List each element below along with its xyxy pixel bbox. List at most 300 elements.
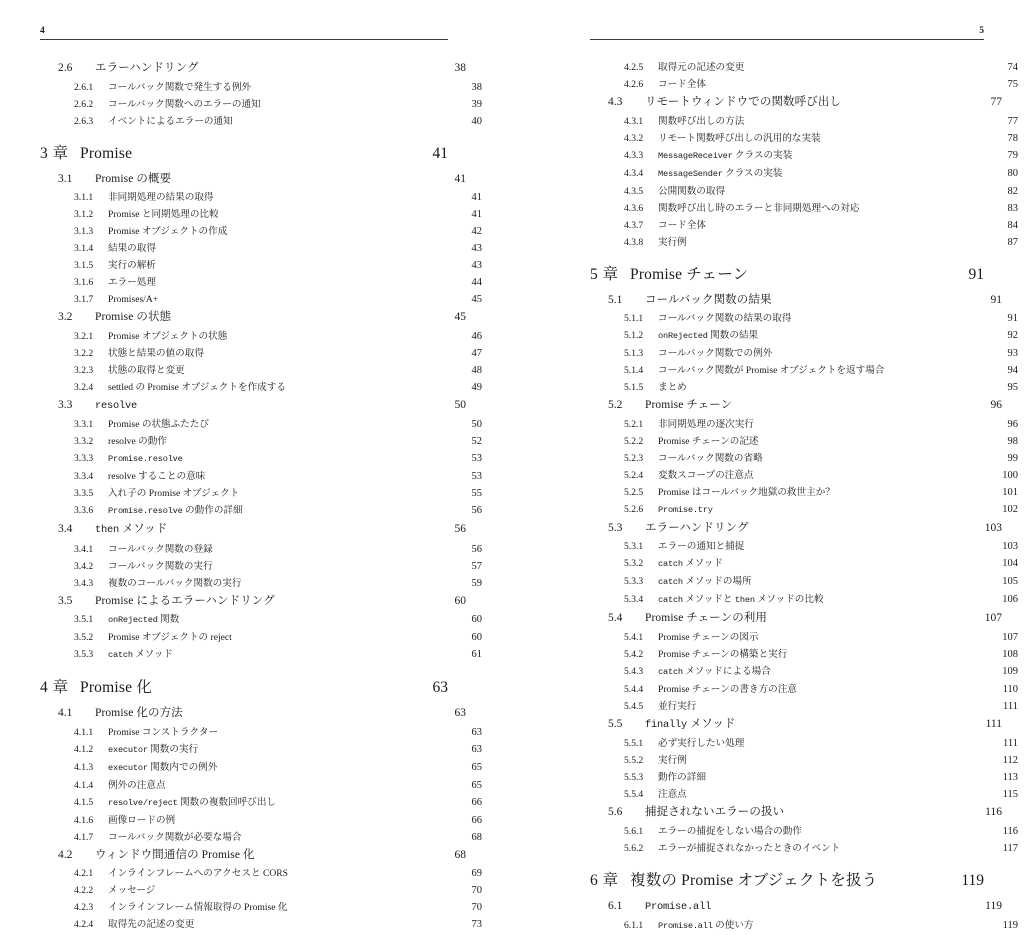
entry-number: 5.2.1 (624, 418, 644, 430)
toc-entry[interactable] (40, 520, 466, 541)
toc-entry[interactable] (40, 611, 482, 629)
toc-entry[interactable] (40, 646, 482, 664)
toc-entry[interactable] (590, 786, 1018, 803)
entry-number: 3.1 (58, 172, 73, 185)
toc-entry[interactable] (40, 899, 482, 916)
leader-dots (159, 883, 463, 893)
toc-entry[interactable] (40, 362, 482, 379)
toc-list-left (40, 59, 482, 933)
entry-page-number: 70 (471, 902, 482, 913)
leader-dots (179, 813, 463, 823)
code-fragment: resolve (95, 399, 138, 412)
toc-entry[interactable] (590, 291, 1002, 311)
toc-entry[interactable] (40, 575, 482, 592)
entry-title: コード全体 (658, 219, 706, 231)
toc-entry[interactable] (40, 777, 482, 794)
entry-title: Promise はコールバック地獄の救世主か？ (658, 486, 835, 498)
folio-left: 4 (40, 26, 45, 36)
toc-entry[interactable] (590, 840, 1018, 857)
toc-entry[interactable] (40, 468, 482, 485)
entry-page-number: 119 (1002, 920, 1018, 931)
entry-title: コールバック関数の実行 (108, 560, 213, 572)
entry-number: 4.3 (608, 96, 623, 108)
toc-entry[interactable] (590, 234, 1018, 251)
leader-dots (727, 556, 997, 566)
entry-number: 3.1.4 (74, 243, 94, 254)
leader-dots (213, 417, 463, 427)
entry-title: catch メソッドと then メソッドの比較 (658, 594, 824, 605)
leader-dots (202, 742, 463, 752)
entry-number: 4.2.1 (74, 868, 94, 879)
leader-dots (290, 380, 463, 390)
toc-entry[interactable] (590, 93, 1002, 113)
leader-dots (801, 682, 997, 692)
entry-number: 6 章 (590, 871, 619, 889)
leader-dots (729, 184, 997, 194)
leader-dots (279, 592, 445, 604)
toc-entry[interactable] (40, 240, 482, 257)
entry-title: リモートウィンドウでの関数呼び出し (645, 96, 842, 108)
entry-page-number: 100 (1002, 469, 1018, 481)
entry-number: 3.1.5 (74, 260, 94, 271)
toc-entry[interactable] (590, 735, 1018, 752)
entry-title: resolve/reject 関数の複数回呼び出し (108, 796, 277, 808)
entry-title (95, 396, 141, 417)
entry-number: 2.6.3 (74, 115, 94, 127)
entry-title: Promise の状態ふたたび (108, 419, 210, 430)
toc-entry[interactable] (40, 206, 482, 223)
entry-page-number: 41 (432, 144, 448, 162)
leader-dots (187, 705, 445, 717)
entry-page-number: 91 (990, 293, 1002, 306)
entry-page-number: 68 (454, 848, 466, 861)
toc-entry[interactable] (590, 823, 1018, 840)
leader-dots (141, 396, 445, 408)
entry-title: executor 関数の実行 (108, 743, 199, 755)
leader-dots (136, 142, 422, 158)
toc-entry[interactable] (590, 450, 1018, 467)
toc-entry[interactable] (40, 629, 482, 646)
toc-entry[interactable] (40, 592, 466, 612)
entry-title: Promise によるエラーハンドリング (95, 594, 275, 607)
toc-entry[interactable] (40, 308, 466, 328)
entry-page-number: 43 (471, 243, 482, 254)
entry-page-number: 116 (1002, 825, 1018, 837)
toc-entry[interactable] (590, 484, 1018, 501)
toc-entry[interactable] (40, 704, 466, 724)
entry-number: 4.3.8 (624, 236, 644, 248)
toc-entry[interactable] (590, 538, 1018, 555)
code-fragment: catch (658, 577, 683, 587)
toc-entry[interactable] (590, 501, 1018, 519)
entry-page-number: 41 (471, 209, 482, 220)
entry-title: catch メソッド (108, 649, 173, 660)
entry-page-number: 112 (1002, 755, 1018, 766)
entry-number: 4.1 (58, 707, 73, 719)
entry-page-number: 48 (471, 364, 482, 376)
toc-entry[interactable] (590, 646, 1018, 663)
toc-entry[interactable] (40, 223, 482, 240)
entry-page-number: 87 (1007, 236, 1018, 248)
toc-entry[interactable] (590, 260, 984, 290)
leader-dots (691, 380, 997, 390)
head-rule-left (40, 39, 448, 40)
entry-number: 4.1.6 (74, 814, 94, 826)
entry-number: 3.4.3 (74, 577, 94, 589)
entry-title: finally メソッド (645, 717, 736, 731)
leader-dots (839, 485, 997, 495)
entry-page-number: 75 (1007, 79, 1018, 90)
entry-title: Promise コンストラクター (108, 726, 219, 738)
entry-page-number: 55 (471, 488, 482, 499)
toc-entry[interactable] (590, 609, 1002, 629)
entry-title: Promise.all の使い方 (658, 920, 754, 931)
toc-entry[interactable] (40, 673, 448, 703)
entry-page-number: 39 (471, 98, 482, 110)
entry-title: エラーの通知と捕捉 (658, 541, 745, 552)
code-fragment: then (95, 524, 120, 536)
entry-number: 3.4 (58, 523, 73, 535)
entry-title: まとめ (658, 382, 687, 393)
toc-entry[interactable] (590, 113, 1018, 130)
leader-dots (753, 519, 979, 531)
toc-entry[interactable] (590, 362, 1018, 379)
toc-entry[interactable] (40, 396, 466, 417)
entry-page-number: 65 (471, 761, 482, 773)
leader-dots (844, 841, 997, 851)
entry-page-number: 106 (1002, 594, 1018, 605)
toc-entry[interactable] (590, 519, 1002, 539)
code-fragment: executor (108, 762, 148, 773)
toc-entry[interactable] (40, 416, 482, 433)
toc-entry[interactable] (40, 79, 482, 96)
toc-entry[interactable] (590, 897, 1002, 918)
toc-entry[interactable] (40, 541, 482, 558)
entry-number: 3.2.1 (74, 330, 94, 342)
entry-page-number: 53 (471, 453, 482, 464)
toc-entry[interactable] (590, 866, 984, 896)
leader-dots (757, 468, 997, 478)
entry-page-number: 115 (1002, 789, 1018, 800)
leader-dots (292, 866, 463, 876)
leader-dots (245, 830, 463, 840)
head-rule-right (590, 39, 984, 40)
entry-page-number: 56 (471, 505, 482, 516)
code-fragment: onRejected (658, 331, 708, 341)
toc-entry[interactable] (40, 274, 482, 291)
leader-dots (237, 114, 463, 124)
entry-page-number: 80 (1007, 167, 1018, 179)
toc-entry[interactable] (590, 76, 1018, 93)
leader-dots (198, 917, 463, 927)
entry-number: 5.1 (608, 293, 623, 306)
entry-title: Promise チェーン (630, 265, 749, 283)
entry-number: 5.2.2 (624, 435, 644, 447)
entry-number: 3.1.7 (74, 294, 94, 305)
code-fragment: finally (645, 718, 688, 731)
entry-number: 3.4.2 (74, 560, 94, 572)
entry-title: MessageSender クラスの実装 (658, 167, 783, 179)
entry-title: 実行例 (658, 755, 687, 766)
toc-entry[interactable] (40, 846, 466, 866)
entry-page-number: 66 (471, 796, 482, 808)
entry-number: 5.5.2 (624, 755, 644, 766)
toc-entry[interactable] (590, 396, 1002, 416)
entry-page-number: 50 (471, 419, 482, 430)
entry-page-number: 111 (1003, 738, 1018, 749)
entry-title: Promise チェーンの図示 (658, 631, 759, 643)
toc-entry[interactable] (40, 794, 482, 812)
leader-dots (218, 190, 463, 200)
leader-dots (187, 451, 463, 461)
leader-dots (763, 630, 997, 640)
entry-number: 2.6.1 (74, 81, 94, 93)
entry-title: ウィンドウ間通信の Promise 化 (95, 848, 255, 861)
entry-page-number: 79 (1007, 149, 1018, 161)
leader-dots (863, 201, 997, 211)
leader-dots (171, 434, 463, 444)
toc-entry[interactable] (590, 310, 1018, 327)
entry-title: 捕捉されないエラーの扱い (645, 806, 785, 818)
toc-entry[interactable] (590, 681, 1018, 698)
toc-entry[interactable] (40, 759, 482, 777)
entry-title: 変数スコープの注意点 (658, 469, 754, 481)
leader-dots (243, 486, 463, 496)
leader-dots (748, 736, 997, 746)
entry-page-number: 91 (968, 265, 984, 283)
running-head-left (40, 26, 448, 48)
entry-page-number: 98 (1007, 435, 1018, 447)
toc-entry[interactable] (590, 467, 1018, 484)
entry-title: resolve することの意味 (108, 471, 206, 482)
entry-title: 非同期処理の逐次実行 (658, 418, 754, 430)
toc-entry[interactable] (590, 416, 1018, 433)
entry-number: 3.3.3 (74, 453, 94, 464)
entry-number: 5.3.3 (624, 576, 644, 587)
entry-number: 5.1.3 (624, 348, 644, 359)
toc-entry[interactable] (40, 916, 482, 933)
entry-page-number: 56 (454, 523, 466, 535)
toc-entry[interactable] (590, 715, 1002, 736)
toc-entry[interactable] (40, 170, 466, 190)
toc-entry[interactable] (590, 345, 1018, 362)
leader-dots (221, 760, 463, 770)
toc-entry[interactable] (590, 147, 1018, 165)
entry-title: エラー処理 (108, 277, 156, 288)
entry-number: 4.1.1 (74, 726, 94, 738)
entry-page-number: 78 (1007, 132, 1018, 144)
entry-page-number: 77 (990, 96, 1002, 108)
entry-number: 4.3.2 (624, 132, 644, 144)
entry-number: 5.3.4 (624, 594, 644, 605)
entry-page-number: 49 (471, 381, 482, 393)
toc-entry[interactable] (590, 591, 1018, 609)
entry-title: 並行実行 (658, 700, 697, 712)
toc-entry[interactable] (40, 59, 466, 79)
entry-title: 公開関数の取得 (658, 185, 726, 197)
toc-entry[interactable] (40, 741, 482, 759)
leader-dots (763, 434, 997, 444)
entry-page-number: 59 (471, 577, 482, 589)
leader-dots (748, 114, 997, 124)
toc-entry[interactable] (40, 865, 482, 882)
leader-dots (715, 897, 979, 909)
entry-page-number: 60 (471, 632, 482, 643)
entry-page-number: 107 (1002, 631, 1018, 643)
leader-dots (208, 346, 463, 356)
entry-number: 5.3.1 (624, 541, 644, 552)
toc-entry[interactable] (40, 812, 482, 829)
leader-dots (162, 292, 463, 302)
entry-number: 4.1.2 (74, 743, 94, 755)
entry-number: 3.3.2 (74, 436, 94, 447)
toc-entry[interactable] (590, 59, 1018, 76)
entry-title: コールバック関数の結果の取得 (658, 313, 792, 324)
entry-page-number: 46 (471, 330, 482, 342)
entry-page-number: 95 (1007, 382, 1018, 393)
entry-title (645, 897, 715, 918)
entry-page-number: 84 (1007, 219, 1018, 231)
entry-number: 3.5.1 (74, 614, 94, 625)
entry-number: 5.4.3 (624, 665, 644, 677)
toc-entry[interactable] (590, 917, 1018, 935)
leader-dots (259, 846, 445, 858)
entry-page-number: 57 (471, 560, 482, 572)
leader-dots (710, 77, 997, 87)
entry-number: 4.2 (58, 848, 73, 861)
entry-number: 5.4.1 (624, 631, 644, 643)
leader-dots (710, 218, 997, 228)
toc-entry[interactable] (40, 328, 482, 345)
entry-page-number: 63 (454, 707, 466, 719)
toc-entry[interactable] (40, 433, 482, 450)
entry-number: 3.3.6 (74, 505, 94, 516)
code-fragment: catch (108, 650, 133, 660)
entry-page-number: 96 (1007, 418, 1018, 430)
leader-dots (700, 699, 997, 709)
toc-entry[interactable] (40, 189, 482, 206)
entry-number: 5.3.2 (624, 558, 644, 569)
toc-entry[interactable] (590, 183, 1018, 200)
toc-entry[interactable] (590, 629, 1018, 646)
entry-number: 3.1.1 (74, 192, 94, 203)
leader-dots (231, 329, 463, 339)
entry-page-number: 117 (1002, 842, 1018, 854)
toc-entry[interactable] (590, 327, 1018, 345)
leader-dots (758, 918, 997, 928)
leader-dots (788, 804, 979, 816)
entry-title: メッセージ (108, 885, 156, 896)
toc-entry[interactable] (40, 829, 482, 846)
toc-entry[interactable] (590, 573, 1018, 591)
toc-entry[interactable] (40, 345, 482, 362)
entry-title: Promise チェーン (645, 399, 733, 411)
leader-dots (231, 224, 463, 234)
entry-title: エラーハンドリング (95, 62, 199, 74)
entry-title: Promise オブジェクトの reject (108, 632, 232, 643)
entry-number: 4.2.3 (74, 902, 94, 913)
entry-page-number: 47 (471, 347, 482, 359)
entry-number: 4.3.3 (624, 149, 644, 161)
entry-page-number: 69 (471, 868, 482, 879)
toc-entry[interactable] (590, 663, 1018, 681)
entry-page-number: 40 (471, 115, 482, 127)
toc-entry[interactable] (40, 257, 482, 274)
entry-number: 5 章 (590, 265, 619, 283)
entry-number: 3.3 (58, 398, 73, 411)
toc-entry[interactable] (590, 217, 1018, 234)
entry-page-number: 63 (432, 679, 448, 696)
toc-entry[interactable] (590, 165, 1018, 183)
leader-dots (160, 241, 463, 251)
leader-dots (775, 664, 997, 674)
toc-entry[interactable] (590, 433, 1018, 450)
toc-entry[interactable] (40, 96, 482, 113)
toc-entry[interactable] (40, 113, 482, 130)
leader-dots (172, 521, 446, 533)
toc-entry[interactable] (590, 130, 1018, 147)
entry-page-number: 119 (961, 871, 984, 889)
leader-dots (776, 291, 979, 303)
toc-entry[interactable] (40, 485, 482, 502)
toc-entry[interactable] (40, 724, 482, 741)
entry-page-number: 113 (1002, 772, 1018, 783)
toc-entry[interactable] (590, 555, 1018, 573)
entry-title: 入れ子の Promise オブジェクト (108, 488, 240, 499)
entry-number: 3.2.3 (74, 364, 94, 376)
entry-page-number: 92 (1007, 330, 1018, 341)
toc-entry[interactable] (40, 502, 482, 520)
code-fragment: then (734, 595, 755, 605)
entry-title: Promise と同期処理の比較 (108, 209, 219, 220)
leader-dots (786, 166, 997, 176)
entry-number: 3 章 (40, 144, 69, 162)
leader-dots (265, 97, 463, 107)
toc-entry[interactable] (40, 379, 482, 396)
entry-number: 2.6.2 (74, 98, 94, 110)
entry-number: 3.1.6 (74, 277, 94, 288)
entry-number: 4.2.6 (624, 79, 644, 90)
toc-entry[interactable] (590, 752, 1018, 769)
entry-title: 注意点 (658, 789, 687, 800)
entry-number: 4.2.5 (624, 62, 644, 73)
entry-title: catch メソッドの場所 (658, 576, 752, 587)
entry-number: 3.2.4 (74, 381, 94, 393)
toc-entry[interactable] (40, 450, 482, 468)
entry-title: Promise チェーンの書き方の注意 (658, 683, 797, 695)
entry-page-number: 61 (471, 649, 482, 660)
entry-page-number: 52 (471, 436, 482, 447)
toc-entry[interactable] (590, 200, 1018, 217)
code-fragment: Promise.try (658, 504, 713, 515)
toc-entry[interactable] (40, 291, 482, 308)
entry-number: 4.3.7 (624, 219, 644, 231)
toc-entry[interactable] (590, 379, 1018, 396)
entry-number: 4.1.4 (74, 779, 94, 791)
toc-entry[interactable] (590, 803, 1002, 823)
entry-number: 4.3.1 (624, 115, 644, 127)
toc-entry[interactable] (590, 769, 1018, 786)
leader-dots (247, 503, 463, 513)
toc-entry[interactable] (40, 558, 482, 575)
leader-dots (217, 542, 463, 552)
toc-entry[interactable] (40, 139, 448, 169)
toc-entry[interactable] (590, 698, 1018, 715)
leader-dots (791, 647, 997, 657)
entry-title: コールバック関数で発生する例外 (108, 81, 252, 93)
entry-page-number: 70 (471, 885, 482, 896)
toc-entry[interactable] (40, 882, 482, 899)
